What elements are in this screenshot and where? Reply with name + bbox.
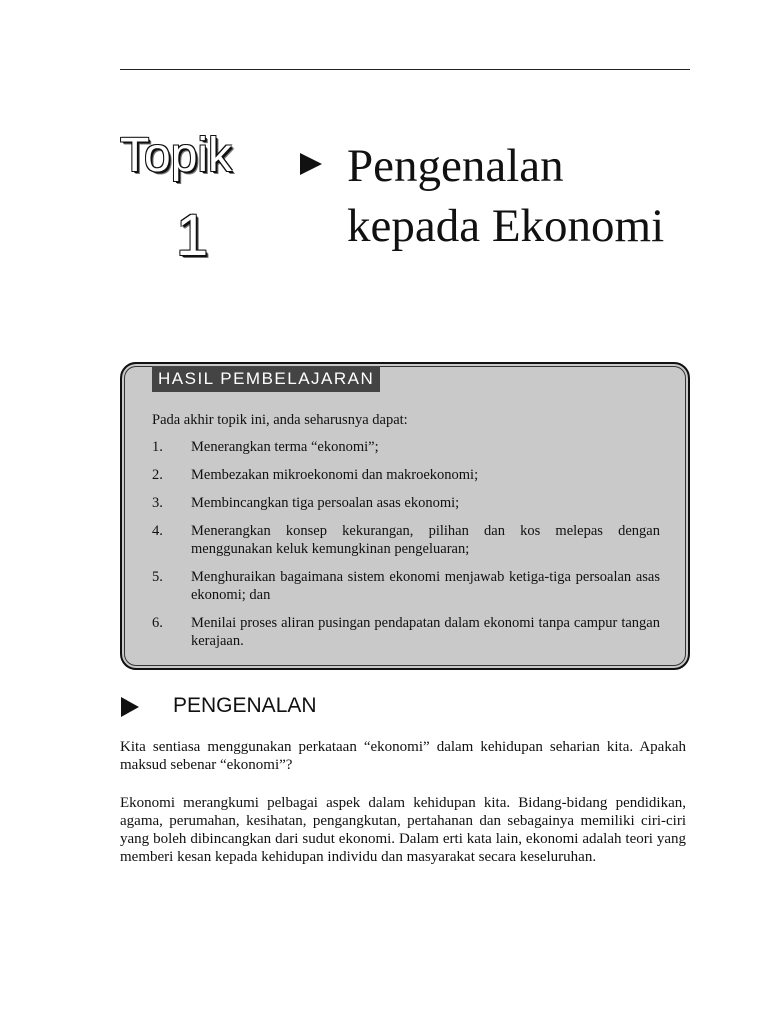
list-item xyxy=(152,614,660,650)
item-text: Menerangkan konsep kekurangan, pilihan dan kos melepas dengan menggunakan keluk kemungkinan pengeluaran; xyxy=(191,523,660,557)
item-text: Menilai proses aliran pusingan pendapatan dalam ekonomi tanpa campur tangan kerajaan. xyxy=(191,615,660,649)
list-item xyxy=(152,466,660,484)
item-number: 6. xyxy=(152,615,163,631)
item-text: Membezakan mikroekonomi dan makroekonomi; xyxy=(191,467,479,483)
body-paragraph: Ekonomi merangkumi pelbagai aspek dalam kehidupan kita. Bidang-bidang pendidikan, agama, perumahan, kesihatan, pengangkutan, pertahanan dan sebagainya memiliki ciri-ciri yang boleh dibincangkan dari sudut ekonomi. Dalam erti kata lain, ekonomi adalah teori yang memberi kesan kepada kehidupan individu dan masyarakat secara keseluruhan. xyxy=(120,795,686,865)
topic-label: Topik xyxy=(120,129,233,182)
item-text: Menerangkan terma “ekonomi”; xyxy=(191,439,379,455)
section-title: PENGENALAN xyxy=(173,694,317,717)
item-number: 2. xyxy=(152,467,163,483)
item-number: 5. xyxy=(152,569,163,585)
body-paragraph: Kita sentiasa menggunakan perkataan “ekonomi” dalam kehidupan seharian kita. Apakah maksud sebenar “ekonomi”? xyxy=(120,739,686,773)
list-item xyxy=(152,494,660,512)
topic-number: 1 xyxy=(176,203,209,268)
item-number: 1. xyxy=(152,439,163,455)
triangle-right-icon xyxy=(121,697,139,717)
item-number: 4. xyxy=(152,523,163,539)
item-number: 3. xyxy=(152,495,163,511)
list-item xyxy=(152,438,660,456)
list-item xyxy=(152,522,660,558)
header-rule xyxy=(120,69,690,70)
triangle-right-icon xyxy=(300,153,322,175)
chapter-title: Pengenalan kepada Ekonomi xyxy=(347,140,665,252)
item-text: Membincangkan tiga persoalan asas ekonomi; xyxy=(191,495,460,511)
learning-outcomes-intro: Pada akhir topik ini, anda seharusnya dapat: xyxy=(152,412,408,428)
learning-outcomes-list xyxy=(152,438,660,660)
learning-outcomes-heading: HASIL PEMBELAJARAN xyxy=(152,366,380,392)
list-item xyxy=(152,568,660,604)
item-text: Menghuraikan bagaimana sistem ekonomi menjawab ketiga-tiga persoalan asas ekonomi; dan xyxy=(191,569,660,603)
